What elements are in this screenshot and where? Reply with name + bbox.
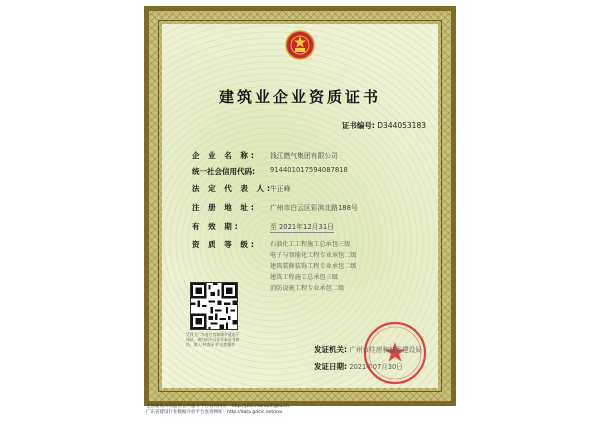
legal-rep-label: 法 定 代 表 人: [192,184,273,193]
credit-code-row [192,166,348,177]
address-label: 注 册 地 址: [192,203,257,212]
certificate-number [342,120,426,131]
credit-code-label: 统一社会信用代码: [192,167,255,176]
certificate-paper [162,24,438,388]
qualification-item: 建筑装修装饰工程专业承包二级 [270,263,357,270]
issuer-value: 广州市住房和城乡建设局 [349,346,422,354]
credit-code-value: 914401017594087818 [270,166,348,174]
legal-rep-value: 牛正峰 [270,185,291,193]
issue-date-label: 发证日期: [314,362,347,371]
company-value: 钱江燃气集团有限公司 [270,152,338,160]
qualification-item: 建筑工程施工总承包三级 [270,274,339,281]
legal-rep-row [192,183,290,194]
issue-date-row [314,361,403,372]
qualification-item: 石油化工工程施工总承包三级 [270,241,351,248]
company-row [192,150,338,161]
national-emblem-icon [285,30,315,60]
qualification-label: 资 质 等 级: [192,240,257,249]
certificate [144,6,456,406]
certificate-title: 建筑业企业资质证书 [218,88,381,106]
validity-row [192,221,334,233]
issuer-row [314,344,422,355]
qr-code[interactable] [190,282,238,330]
footer-line: 全国建筑市场监管公共服务平台查询网址：http://jzsc.mohurd.gov.cn [146,404,289,409]
validity-label: 有 效 期: [192,222,241,231]
certificate-number-value: D344053183 [377,121,426,130]
qualification-item: 电子与智能化工程专业承包二级 [270,252,357,259]
qr-note: 凭我卫广东省住房和城乡建设厅网站，或扫码方可证实本证书真伪，填入"核查证书"后续操作 [186,332,240,347]
address-value: 广州市白云区彩滨北路188号 [270,204,358,212]
qualification-list [270,239,357,292]
company-label: 企 业 名 称: [192,151,257,160]
address-row [192,202,358,213]
validity-value: 至 2021年12月31日 [270,223,334,231]
qualification-item: 消防设施工程专业承包二级 [270,285,345,292]
certificate-number-label: 证书编号: [341,121,375,130]
issuer-label: 发证机关: [314,345,347,354]
footer-line: 广东省建设行业数据开放平台查询网址：http://data.gdcic.net/xxx [146,410,283,415]
issue-date-value: 2021年07月30日 [349,363,403,371]
footer-notes [146,404,289,416]
